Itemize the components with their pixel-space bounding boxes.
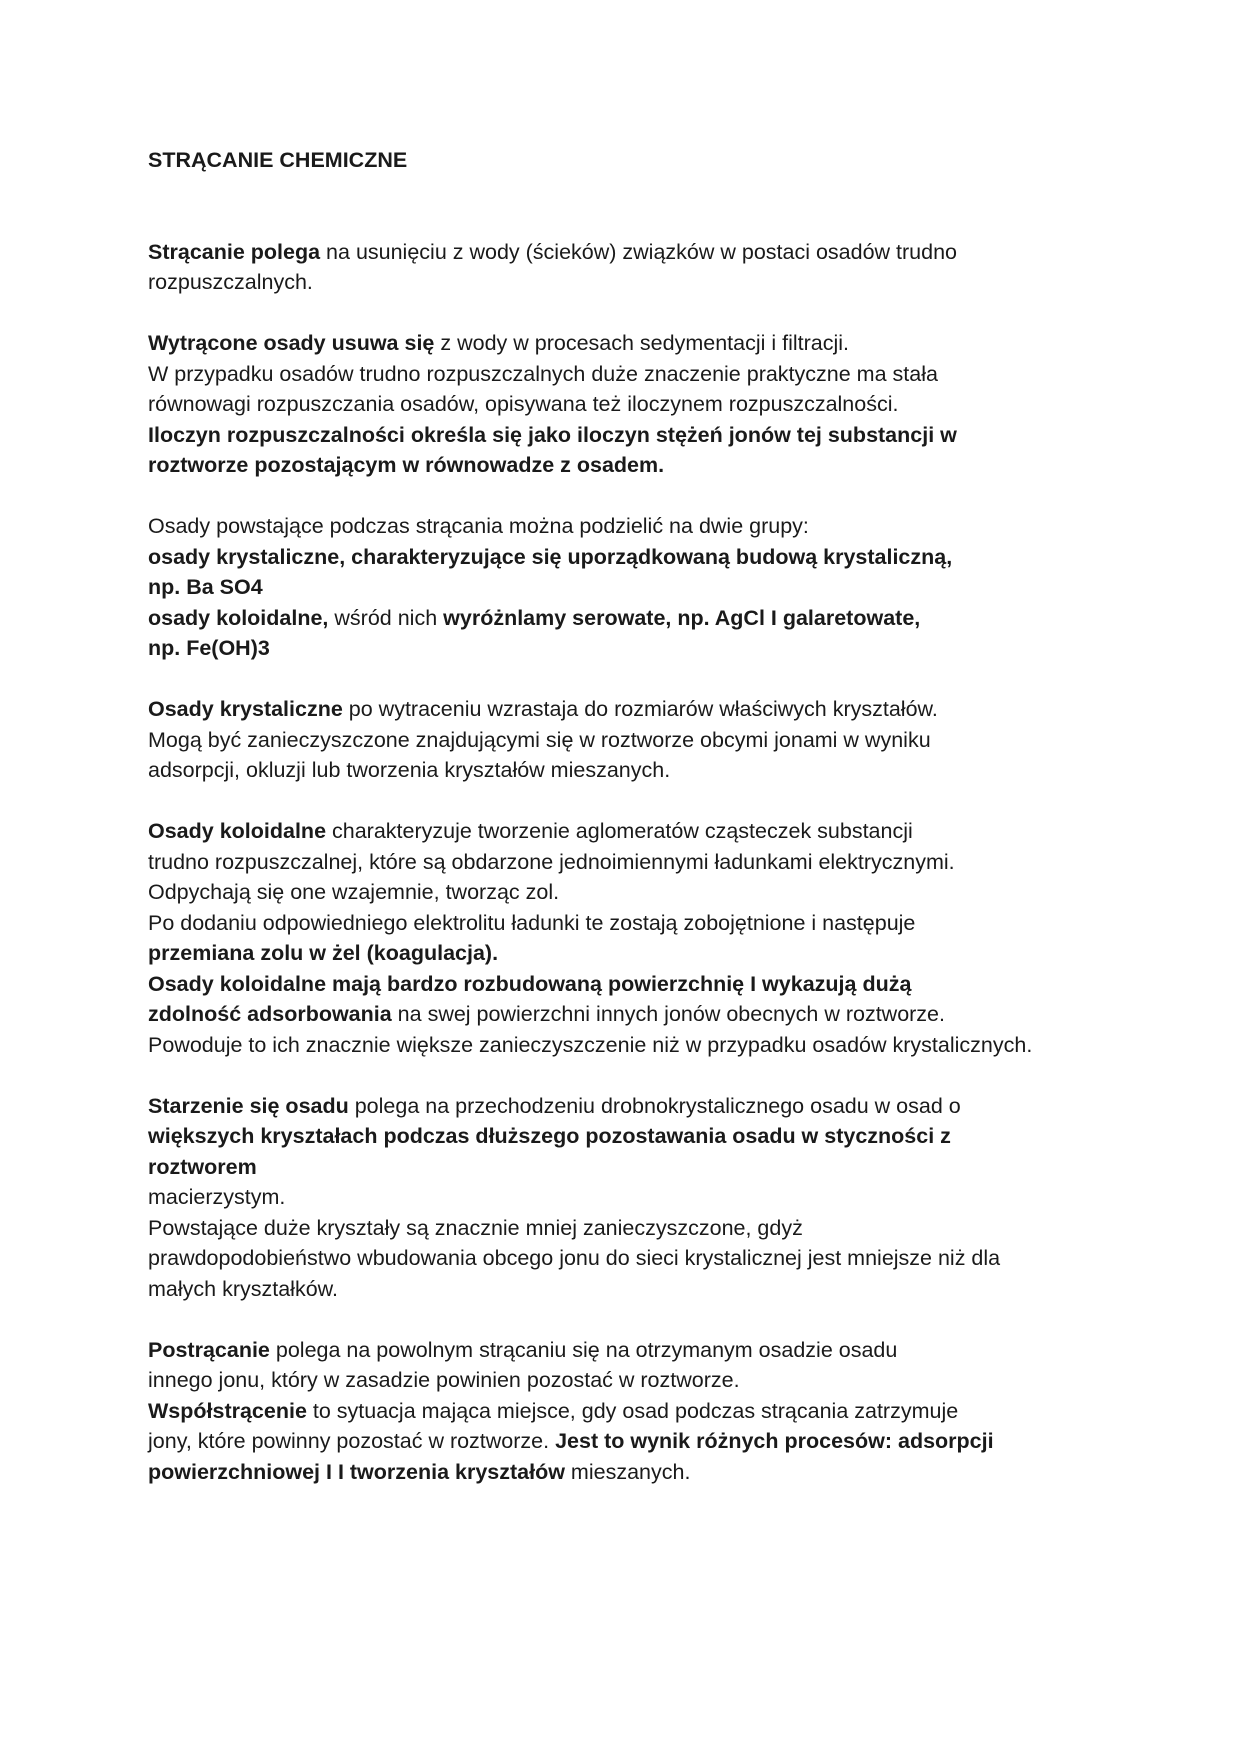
text-line — [148, 1396, 1148, 1427]
text-run: małych kryształków. — [148, 1276, 338, 1301]
text-line — [148, 1243, 1148, 1274]
bold-text-run: osady krystaliczne, charakteryzujące się uporządkowaną budową krystaliczną, — [148, 544, 953, 569]
bold-text-run: Postrącanie — [148, 1337, 270, 1362]
text-run: jony, które powinny pozostać w roztworze. — [148, 1429, 556, 1453]
text-run: z wody w procesach sedymentacji i filtracji. — [434, 331, 850, 355]
text-run: wśród nich — [328, 605, 444, 630]
bold-text-run: Osady koloidalne — [148, 819, 327, 843]
text-line — [148, 1457, 1148, 1488]
text-line — [148, 603, 1148, 634]
bold-text-run: osady koloidalne, — [148, 605, 329, 630]
bold-text-run: Osady krystaliczne — [148, 697, 343, 721]
text-run: trudno rozpuszczalnej, które są obdarzone jednoimiennymi ładunkami elektrycznymi. — [148, 849, 955, 874]
bold-text-run: np. Fe(OH)3 — [148, 636, 270, 660]
document-title: STRĄCANIE CHEMICZNE — [148, 148, 408, 172]
text-line — [148, 450, 1148, 481]
text-run: macierzystym. — [148, 1185, 286, 1209]
bold-text-run: Jest to wynik różnych procesów: adsorpcji — [555, 1429, 994, 1453]
text-run: to sytuacja mająca miejsce, gdy osad podczas strącania zatrzymuje — [306, 1398, 959, 1423]
paragraph-container — [148, 237, 1148, 1488]
text-line — [148, 237, 1148, 268]
text-run: po wytraceniu wzrastaja do rozmiarów właściwych kryształów. — [342, 697, 938, 721]
text-line — [148, 694, 1148, 725]
paragraph — [148, 1091, 1148, 1305]
bold-text-run: przemiana zolu w żel (koagulacja). — [148, 941, 499, 965]
text-run: prawdopodobieństwo wbudowania obcego jonu do sieci krystalicznej jest mniejsze niż dla — [148, 1246, 1001, 1270]
text-line — [148, 542, 1148, 573]
text-line — [148, 328, 1148, 359]
bold-text-run: Iloczyn rozpuszczalności określa się jako iloczyn stężeń jonów tej substancji w — [148, 422, 957, 447]
text-line — [148, 938, 1148, 969]
text-line — [148, 725, 1148, 756]
text-line — [148, 1182, 1148, 1213]
document-body — [148, 145, 1148, 1518]
bold-text-run: roztworem — [148, 1154, 257, 1179]
bold-text-run: Osady koloidalne mają bardzo rozbudowaną powierzchnię I wykazują dużą — [148, 971, 912, 996]
text-run: Powoduje to ich znacznie większe zanieczyszczenie niż w przypadku osadów krystalicznych. — [148, 1032, 1033, 1057]
bold-text-run: wyróżnlamy serowate, np. AgCl I galaretowate, — [443, 605, 921, 630]
text-run: równowagi rozpuszczania osadów, opisywana też iloczynem rozpuszczalności. — [148, 392, 899, 416]
bold-text-run: Wytrącone osady usuwa się — [148, 331, 435, 355]
text-run: polega na przechodzeniu drobnokrystalicznego osadu w osad o — [348, 1093, 961, 1118]
paragraph — [148, 816, 1148, 1060]
bold-text-run: powierzchniowej I I tworzenia kryształów — [148, 1459, 565, 1484]
text-run: mieszanych. — [564, 1459, 691, 1484]
text-line — [148, 1274, 1148, 1305]
bold-text-run: roztworze pozostającym w równowadze z osadem. — [148, 453, 665, 477]
text-line — [148, 755, 1148, 786]
bold-text-run: Starzenie się osadu — [148, 1093, 349, 1118]
text-run: W przypadku osadów trudno rozpuszczalnych duże znaczenie praktyczne ma stała — [148, 361, 938, 386]
paragraph — [148, 237, 1148, 298]
text-run: charakteryzuje tworzenie aglomeratów cząsteczek substancji — [326, 819, 913, 843]
text-line — [148, 389, 1148, 420]
bold-text-run: Strącanie polega — [148, 239, 321, 264]
text-line — [148, 1335, 1148, 1366]
text-line — [148, 359, 1148, 390]
paragraph — [148, 1335, 1148, 1488]
text-run: Osady powstające podczas strącania można podzielić na dwie grupy: — [148, 514, 809, 538]
text-run: Mogą być zanieczyszczone znajdującymi się w roztworze obcymi jonami w wyniku — [148, 727, 931, 752]
text-line — [148, 847, 1148, 878]
text-line — [148, 572, 1148, 603]
paragraph — [148, 511, 1148, 664]
text-run: rozpuszczalnych. — [148, 270, 313, 294]
text-line — [148, 1213, 1148, 1244]
text-line — [148, 420, 1148, 451]
text-run: adsorpcji, okluzji lub tworzenia kryształów mieszanych. — [148, 758, 671, 782]
text-line — [148, 877, 1148, 908]
text-line — [148, 1152, 1148, 1183]
text-run: Odpychają się one wzajemnie, tworząc zol. — [148, 880, 560, 904]
text-line — [148, 1121, 1148, 1152]
text-run: Powstające duże kryształy są znacznie mniej zanieczyszczone, gdyż — [148, 1215, 803, 1240]
text-line — [148, 511, 1148, 542]
text-line — [148, 1030, 1148, 1061]
bold-text-run: zdolność adsorbowania — [148, 1002, 392, 1026]
text-line — [148, 999, 1148, 1030]
bold-text-run: np. Ba SO4 — [148, 575, 263, 599]
text-line — [148, 969, 1148, 1000]
text-run: na swej powierzchni innych jonów obecnych w roztworze. — [391, 1002, 945, 1026]
bold-text-run: Współstrącenie — [148, 1398, 307, 1423]
text-line — [148, 633, 1148, 664]
text-run: Po dodaniu odpowiedniego elektrolitu ładunki te zostają zobojętnione i następuje — [148, 910, 916, 935]
text-line — [148, 267, 1148, 298]
text-line — [148, 1365, 1148, 1396]
text-line — [148, 816, 1148, 847]
bold-text-run: większych kryształach podczas dłuższego pozostawania osadu w styczności z — [148, 1124, 951, 1148]
text-run: na usunięciu z wody (ścieków) związków w postaci osadów trudno — [320, 239, 958, 264]
paragraph — [148, 694, 1148, 786]
text-run: innego jonu, który w zasadzie powinien pozostać w roztworze. — [148, 1368, 740, 1392]
text-run: polega na powolnym strącaniu się na otrzymanym osadzie osadu — [269, 1337, 898, 1362]
text-line — [148, 1091, 1148, 1122]
paragraph — [148, 328, 1148, 481]
text-line — [148, 1426, 1148, 1457]
text-line — [148, 908, 1148, 939]
